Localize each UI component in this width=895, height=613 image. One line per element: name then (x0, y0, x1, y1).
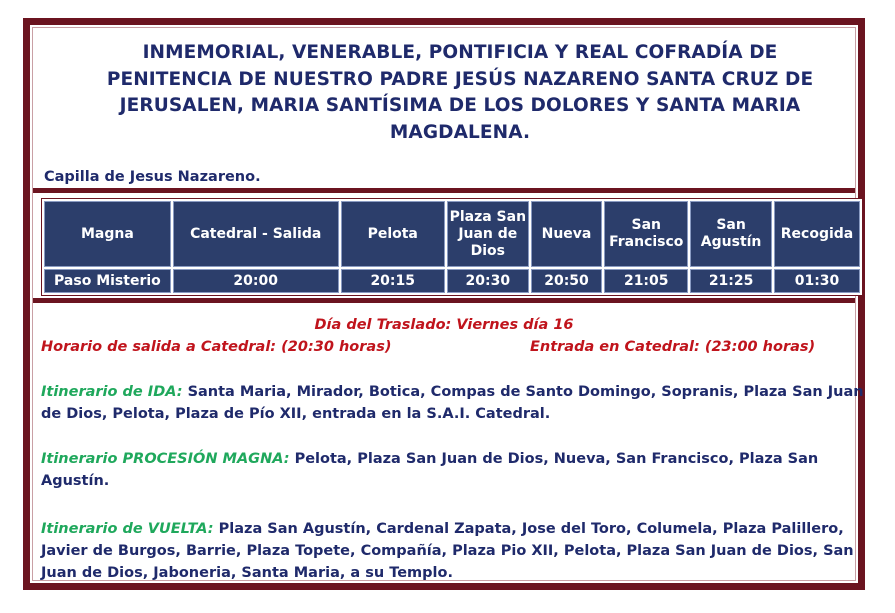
itinerary-ida-text: Santa Maria, Mirador, Botica, Compas de Santo Domingo, Sopranis, Plaza San Juan de Dios, Pelota, Plaza de Pío XII, entrada en la S.A.I. Catedral. (41, 384, 864, 422)
cofradia-title (95, 40, 825, 146)
cell-san-francisco-time: 21:05 (604, 269, 688, 293)
header-catedral-salida: Catedral - Salida (173, 201, 339, 267)
document-frame (23, 18, 865, 590)
title-line-2: PENITENCIA DE NUESTRO PADRE JESÚS NAZARENO SANTA CRUZ DE (106, 68, 814, 90)
cell-recogida-time: 01:30 (774, 269, 860, 293)
title-line-3: JERUSALEN, MARIA SANTÍSIMA DE LOS DOLORES Y SANTA MARIA (119, 95, 801, 116)
itinerary-ida-label-prefix: Itinerario de (41, 384, 148, 400)
divider-top (33, 188, 855, 193)
header-plaza-san-juan: Plaza San Juan de Dios (447, 201, 529, 267)
itinerary-magna-text: Pelota, Plaza San Juan de Dios, Nueva, San Francisco, Plaza San Agustín. (41, 451, 819, 489)
traslado-day: Día del Traslado: Viernes día 16 (314, 317, 574, 333)
cell-paso: Paso Misterio (44, 269, 171, 293)
schedule-table-wrapper (41, 198, 863, 296)
header-pelota: Pelota (341, 201, 445, 267)
schedule-row-paso-misterio (44, 269, 860, 293)
title-line-4: MAGDALENA. (389, 121, 531, 143)
cell-nueva-time: 20:50 (531, 269, 603, 293)
itinerary-vuelta (41, 518, 867, 584)
cell-plaza-time: 20:30 (447, 269, 529, 293)
divider-bottom (33, 298, 855, 303)
chapel-subtitle: Capilla de Jesus Nazareno. (44, 169, 261, 185)
cell-san-agustin-time: 21:25 (690, 269, 772, 293)
cell-catedral-time: 20:00 (173, 269, 339, 293)
itinerary-magna (41, 448, 867, 492)
header-san-francisco: San Francisco (604, 201, 688, 267)
inner-border (32, 27, 864, 581)
schedule-table (42, 199, 862, 295)
header-nueva: Nueva (531, 201, 603, 267)
itinerary-vuelta-label: Itinerario de VUELTA: (41, 521, 214, 537)
traslado-entrada: Entrada en Catedral: (23:00 horas) (530, 339, 816, 355)
cell-pelota-time: 20:15 (341, 269, 445, 293)
itinerary-ida-label-key: IDA: (147, 384, 183, 400)
title-line-1: INMEMORIAL, VENERABLE, PONTIFICIA Y REAL COFRADÍA DE (142, 42, 778, 63)
schedule-header-row (44, 201, 860, 267)
itinerary-vuelta-text: Plaza San Agustín, Cardenal Zapata, Jose del Toro, Columela, Plaza Palillero, Javier de Burgos, Barrie, Plaza Topete, Compañía, Plaza Pio XII, Pelota, Plaza San Juan de Dios, San Juan de Dios, Jaboneria, Santa Maria, a su Templo. (41, 521, 854, 581)
header-san-agustin: San Agustín (690, 201, 772, 267)
itinerary-ida (41, 381, 867, 425)
itinerary-magna-label: Itinerario PROCESIÓN MAGNA: (41, 451, 290, 467)
traslado-salida: Horario de salida a Catedral: (20:30 horas) (41, 339, 392, 355)
header-recogida: Recogida (774, 201, 860, 267)
header-magna: Magna (44, 201, 171, 267)
